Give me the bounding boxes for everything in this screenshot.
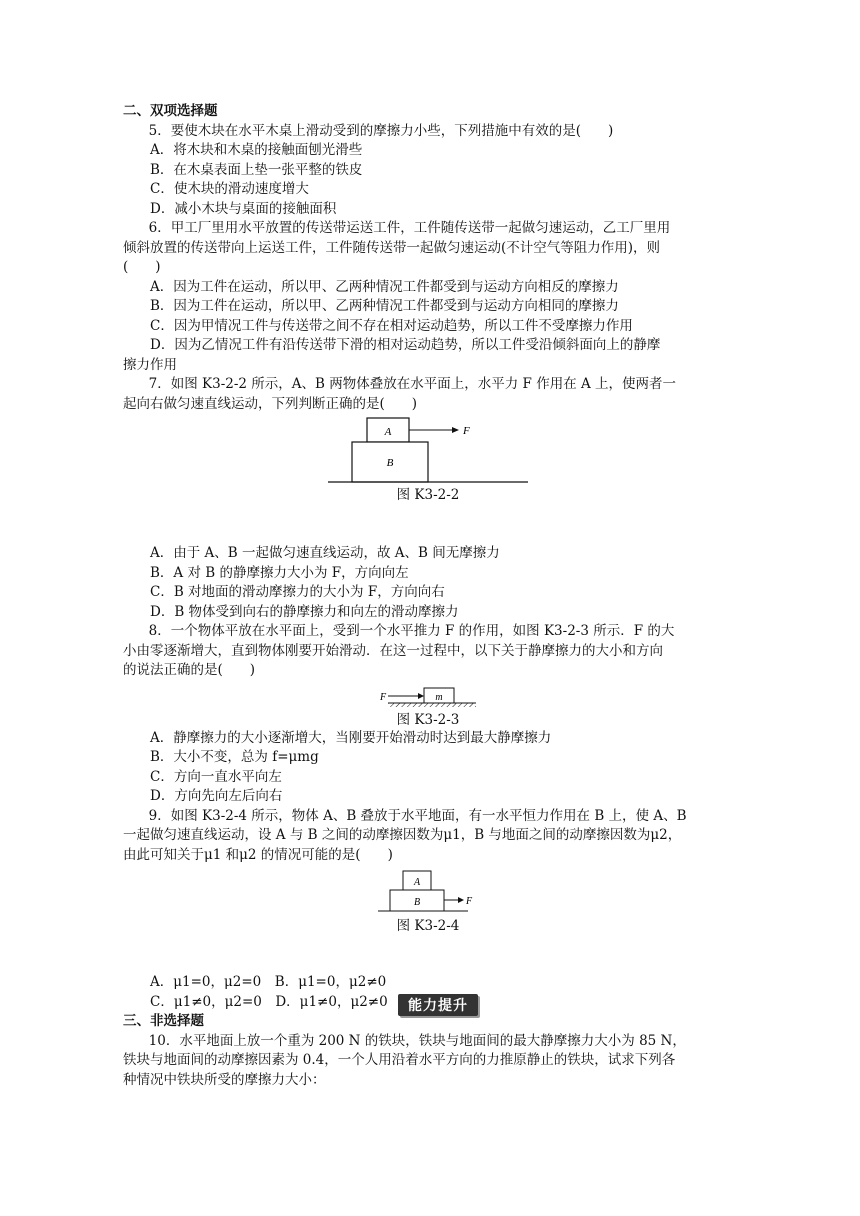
q7-stem-2: 起向右做匀速直线运动，下列判断正确的是( ) xyxy=(123,395,418,412)
force-arrowhead xyxy=(452,427,459,433)
q8-stem-3: 的说法正确的是( ) xyxy=(123,662,256,678)
label-b: B xyxy=(413,897,421,908)
q5-stem: 5．要使木块在水平木桌上滑动受到的摩擦力小些，下列措施中有效的是( ) xyxy=(148,122,614,139)
q8-option-b: B．大小不变，总为 f=μmg xyxy=(150,749,319,765)
q6-option-c: C．因为甲情况工件与传送带之间不存在相对运动趋势，所以工件不受摩擦力作用 xyxy=(150,317,633,334)
label-a: A xyxy=(384,426,392,438)
force-arrowhead xyxy=(418,693,424,699)
q8-caption: 图 K3-2-3 xyxy=(396,711,460,728)
q9-options-1: A．μ1=0，μ2=0 B．μ1=0，μ2≠0 xyxy=(150,974,387,990)
figure-k3-2-3 xyxy=(378,685,478,709)
label-a: A xyxy=(413,877,421,888)
q8-option-d: D．方向先向左后向右 xyxy=(150,788,283,804)
q5-option-a: A．将木块和木桌的接触面刨光滑些 xyxy=(150,142,363,158)
q8-option-c: C．方向一直水平向左 xyxy=(150,768,282,785)
label-m: m xyxy=(435,691,443,703)
q6-option-a: A．因为工件在运动，所以甲、乙两种情况工件都受到与运动方向相反的摩擦力 xyxy=(150,278,619,295)
q8-stem-1: 8．一个物体平放在水平面上，受到一个水平推力 F 的作用，如图 K3-2-3 所示．F 的大 xyxy=(148,623,675,639)
q6-stem-1: 6．甲工厂里用水平放置的传送带运送工件，工件随传送带一起做匀速运动，乙工厂里用 xyxy=(148,220,671,236)
label-b: B xyxy=(386,457,394,469)
figure-k3-2-2 xyxy=(328,416,528,484)
document-page xyxy=(123,102,733,1090)
section-title-2: 二、双项选择题 xyxy=(123,103,218,119)
q5-option-c: C．使木块的滑动速度增大 xyxy=(150,181,309,197)
q9-stem-1: 9．如图 K3-2-4 所示，物体 A、B 叠放于水平地面，有一水平恒力作用在 B 上，使 A、B xyxy=(148,807,687,824)
ground-hatch xyxy=(388,703,476,707)
q7-stem-1: 7．如图 K3-2-2 所示，A、B 两物体叠放在水平面上，水平力 F 作用在 A 上，使两者一 xyxy=(148,376,677,392)
q9-options-2: C．μ1≠0，μ2=0 D．μ1≠0，μ2≠0 xyxy=(150,993,388,1010)
force-arrowhead xyxy=(458,897,464,903)
label-f: F xyxy=(380,691,387,703)
q6-option-d-1: D．因为乙情况工件有沿传送带下滑的相对运动趋势，所以工件受沿倾斜面向上的静摩 xyxy=(150,337,661,353)
ability-badge: 能力提升 xyxy=(398,994,478,1016)
q5-option-d: D．减小木块与桌面的接触面积 xyxy=(150,200,337,217)
q5-option-b: B．在木桌表面上垫一张平整的铁皮 xyxy=(150,161,363,178)
q9-caption: 图 K3-2-4 xyxy=(396,918,460,934)
q10-line-3: 种情况中铁块所受的摩擦力大小： xyxy=(123,1071,326,1088)
q6-option-b: B．因为工件在运动，所以甲、乙两种情况工件都受到与运动方向相同的摩擦力 xyxy=(150,298,619,314)
q6-option-d-2: 擦力作用 xyxy=(123,356,177,373)
q6-stem-3: ( ) xyxy=(123,259,161,275)
q6-stem-2: 倾斜放置的传送带向上运送工件，工件随传送带一起做匀速运动(不计空气等阻力作用)，则 xyxy=(123,239,661,256)
q8-stem-2: 小由零逐渐增大，直到物体刚要开始滑动．在这一过程中，以下关于静摩擦力的大小和方向 xyxy=(123,642,663,659)
label-f: F xyxy=(466,896,473,907)
q7-option-a: A．由于 A、B 一起做匀速直线运动，故 A、B 间无摩擦力 xyxy=(150,545,500,561)
q10-line-2: 铁块与地面间的动摩擦因素为 0.4，一个人用沿着水平方向的力推原静止的铁块，试求下列各 xyxy=(123,1052,676,1068)
q7-option-c: C．B 对地面的滑动摩擦力的大小为 F，方向向右 xyxy=(150,584,445,600)
figure-k3-2-4 xyxy=(378,869,478,915)
q7-option-d: D．B 物体受到向右的静摩擦力和向左的滑动摩擦力 xyxy=(150,603,459,620)
q9-stem-2: 一起做匀速直线运动，设 A 与 B 之间的动摩擦因数为μ1，B 与地面之间的动摩擦因数为μ2， xyxy=(123,827,682,843)
label-f: F xyxy=(463,425,470,437)
q9-stem-3: 由此可知关于μ1 和μ2 的情况可能的是( ) xyxy=(123,846,393,863)
figure-k3-2-3-drawing xyxy=(378,685,478,709)
q10-line-1: 10．水平地面上放一个重为 200 N 的铁块，铁块与地面间的最大静摩擦力大小为 85 N， xyxy=(148,1032,686,1049)
figure-k3-2-4-drawing xyxy=(378,869,478,915)
q7-caption: 图 K3-2-2 xyxy=(396,487,460,503)
section-title-3: 三、非选择题 xyxy=(123,1013,204,1029)
q8-option-a: A．静摩擦力的大小逐渐增大，当刚要开始滑动时达到最大静摩擦力 xyxy=(150,729,552,746)
figure-k3-2-2-drawing xyxy=(328,416,528,484)
q7-option-b: B．A 对 B 的静摩擦力大小为 F，方向向左 xyxy=(150,564,409,581)
